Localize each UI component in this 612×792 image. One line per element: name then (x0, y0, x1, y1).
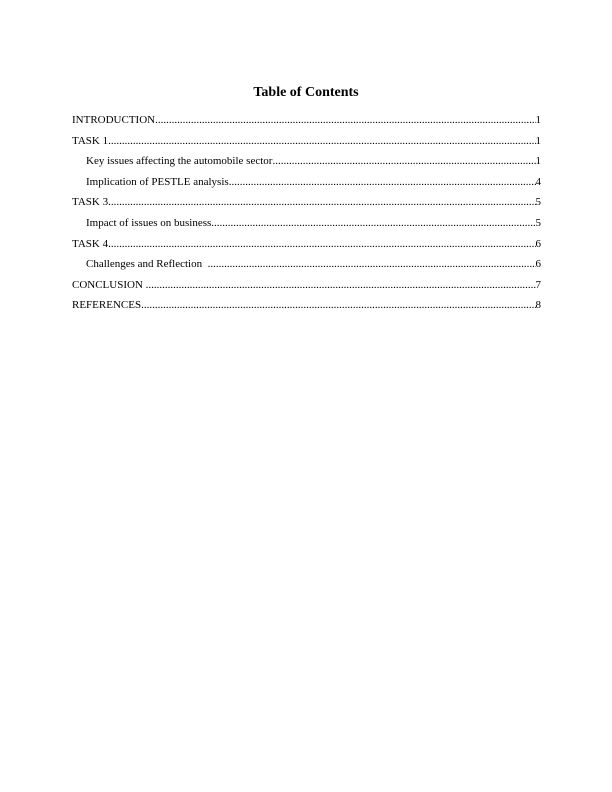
dot-leader (108, 134, 535, 148)
toc-entry-page-number: 6 (535, 258, 541, 271)
dot-leader (146, 278, 536, 292)
toc-entry-label: Implication of PESTLE analysis (86, 175, 229, 188)
toc-entry-label: TASK 4 (72, 237, 109, 250)
toc-entry-task-1[interactable] (72, 134, 541, 155)
dot-leader (211, 216, 535, 230)
toc-entry-label: REFERENCES (72, 299, 142, 312)
toc-entry-page-number: 1 (535, 114, 541, 126)
toc-list (72, 113, 541, 319)
toc-entry-challenges-reflection[interactable] (72, 257, 541, 278)
toc-entry-page-number: 7 (535, 278, 541, 291)
toc-entry-page-number: 5 (535, 216, 541, 229)
dot-leader (155, 113, 535, 127)
dot-leader (272, 154, 535, 168)
toc-entry-impact-of-issues[interactable] (72, 216, 541, 237)
toc-entry-introduction[interactable] (72, 113, 541, 134)
toc-entry-conclusion[interactable] (72, 278, 541, 299)
dot-leader (141, 298, 535, 312)
dot-leader (208, 257, 536, 271)
toc-entry-page-number: 4 (535, 175, 541, 188)
toc-entry-label: INTRODUCTION (72, 114, 156, 126)
dot-leader (229, 175, 536, 189)
toc-entry-label: TASK 1 (72, 134, 109, 147)
toc-entry-page-number: 6 (535, 237, 541, 250)
toc-entry-label: Challenges and Reflection (86, 258, 208, 271)
toc-entry-key-issues[interactable] (72, 154, 541, 175)
dot-leader (108, 195, 535, 209)
toc-entry-references[interactable] (72, 298, 541, 319)
toc-entry-page-number: 5 (535, 196, 541, 209)
toc-entry-label: CONCLUSION (72, 278, 146, 291)
toc-entry-page-number: 1 (535, 134, 541, 147)
toc-entry-task-4[interactable] (72, 237, 541, 258)
toc-entry-page-number: 1 (535, 155, 541, 168)
toc-title: Table of Contents (253, 85, 359, 100)
toc-entry-task-3[interactable] (72, 195, 541, 216)
toc-entry-label: TASK 3 (72, 196, 109, 209)
toc-entry-label: Impact of issues on business (86, 216, 212, 229)
toc-entry-page-number: 8 (535, 299, 541, 312)
toc-entry-pestle-implication[interactable] (72, 175, 541, 196)
dot-leader (108, 237, 535, 251)
toc-entry-label: Key issues affecting the automobile sector (86, 155, 273, 168)
